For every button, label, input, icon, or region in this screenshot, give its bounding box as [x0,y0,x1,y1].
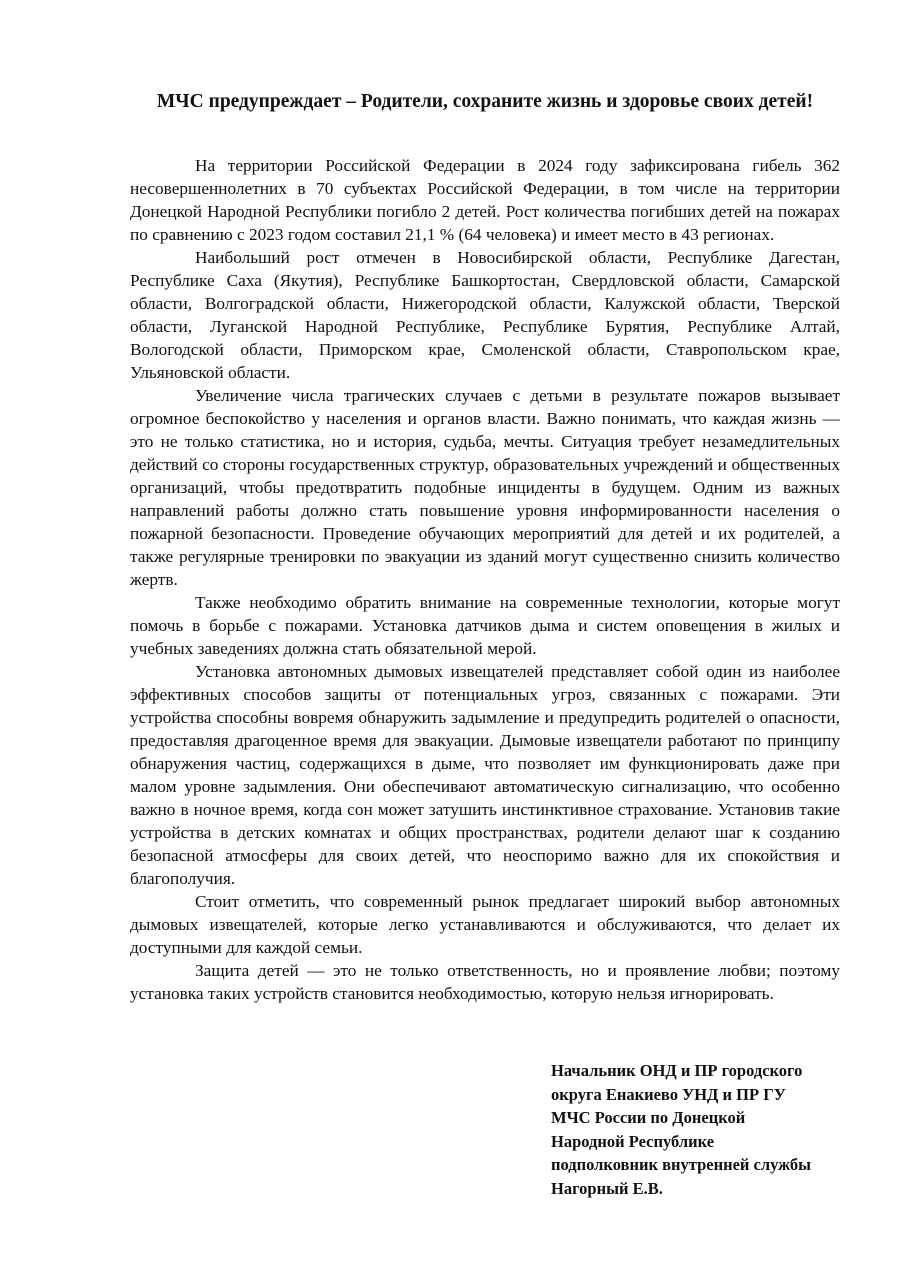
paragraph-smoke-detectors: Установка автономных дымовых извещателей представляет собой один из наиболее эффективных способов защиты от потенциальных угроз, связанных с пожарами. Эти устройства способны вовремя обнаружить задымление и предупредить родителей о опасности, предоставляя драгоценное время для эвакуации. Дымовые извещатели работают по принципу обнаружения частиц, содержащихся в дыме, что позволяет им функционировать даже при малом уровне задымления. Они обеспечивают автоматическую сигнализацию, что особенно важно в ночное время, когда сон может затушить инстинктивное страхование. Установив такие устройства в детских комнатах и общих пространствах, родители делают шаг к созданию безопасной атмосферы для своих детей, что неоспоримо важно для их спокойствия и благополучия. [130,662,840,888]
paragraph-conclusion: Защита детей — это не только ответственность, но и проявление любви; поэтому установка таких устройств становится необходимостью, которую нельзя игнорировать. [130,961,840,1003]
signature-line: Начальник ОНД и ПР городского [551,1061,803,1080]
document-body [130,154,840,1005]
paragraph-statistics: На территории Российской Федерации в 2024 году зафиксирована гибель 362 несовершеннолетних в 70 субъектах Российской Федерации, в том числе на территории Донецкой Народной Республики погибло 2 детей. Рост количества погибших детей на пожарах по сравнению с 2023 годом составил 21,1 % (64 человека) и имеет место в 43 регионах. [130,156,840,244]
paragraph-market: Стоит отметить, что современный рынок предлагает широкий выбор автономных дымовых извещателей, которые легко устанавливаются и обслуживаются, что делает их доступными для каждой семьи. [130,892,840,957]
signature-line: МЧС России по Донецкой [551,1108,746,1128]
signature-line: округа Енакиево УНД и ПР ГУ [551,1084,786,1104]
paragraph-technologies: Также необходимо обратить внимание на современные технологии, которые могут помочь в борьбе с пожарами. Установка датчиков дыма и систем оповещения в жилых и учебных заведениях должна стать обязательной мерой. [130,593,840,658]
signature-name: Нагорный Е.В. [551,1178,663,1198]
signature-line: подполковник внутренней службы [551,1155,812,1175]
paragraph-regions: Наибольший рост отмечен в Новосибирской области, Республике Дагестан, Республике Саха (Якутия), Республике Башкортостан, Свердловской области, Самарской области, Волгоградской области, Нижегородской области, Калужской области, Тверской области, Луганской Народной Республике, Республике Бурятия, Республике Алтай, Вологодской области, Приморском крае, Смоленской области, Ставропольском крае, Ульяновской области. [130,248,840,382]
paragraph-concern: Увеличение числа трагических случаев с детьми в результате пожаров вызывает огромное беспокойство у населения и органов власти. Важно понимать, что каждая жизнь — это не только статистика, но и история, судьба, мечты. Ситуация требует незамедлительных действий со стороны государственных структур, образовательных учреждений и общественных организаций, чтобы предотвратить подобные инциденты в будущем. Одним из важных направлений работы должно стать повышение уровня информированности населения о пожарной безопасности. Проведение обучающих мероприятий для детей и их родителей, а также регулярные тренировки по эвакуации из зданий могут существенно снизить количество жертв. [130,386,840,589]
document-title: МЧС предупреждает – Родители, сохраните жизнь и здоровье своих детей! [156,91,814,112]
signature-block [551,1059,851,1201]
signature-line: Народной Республике [551,1131,715,1151]
